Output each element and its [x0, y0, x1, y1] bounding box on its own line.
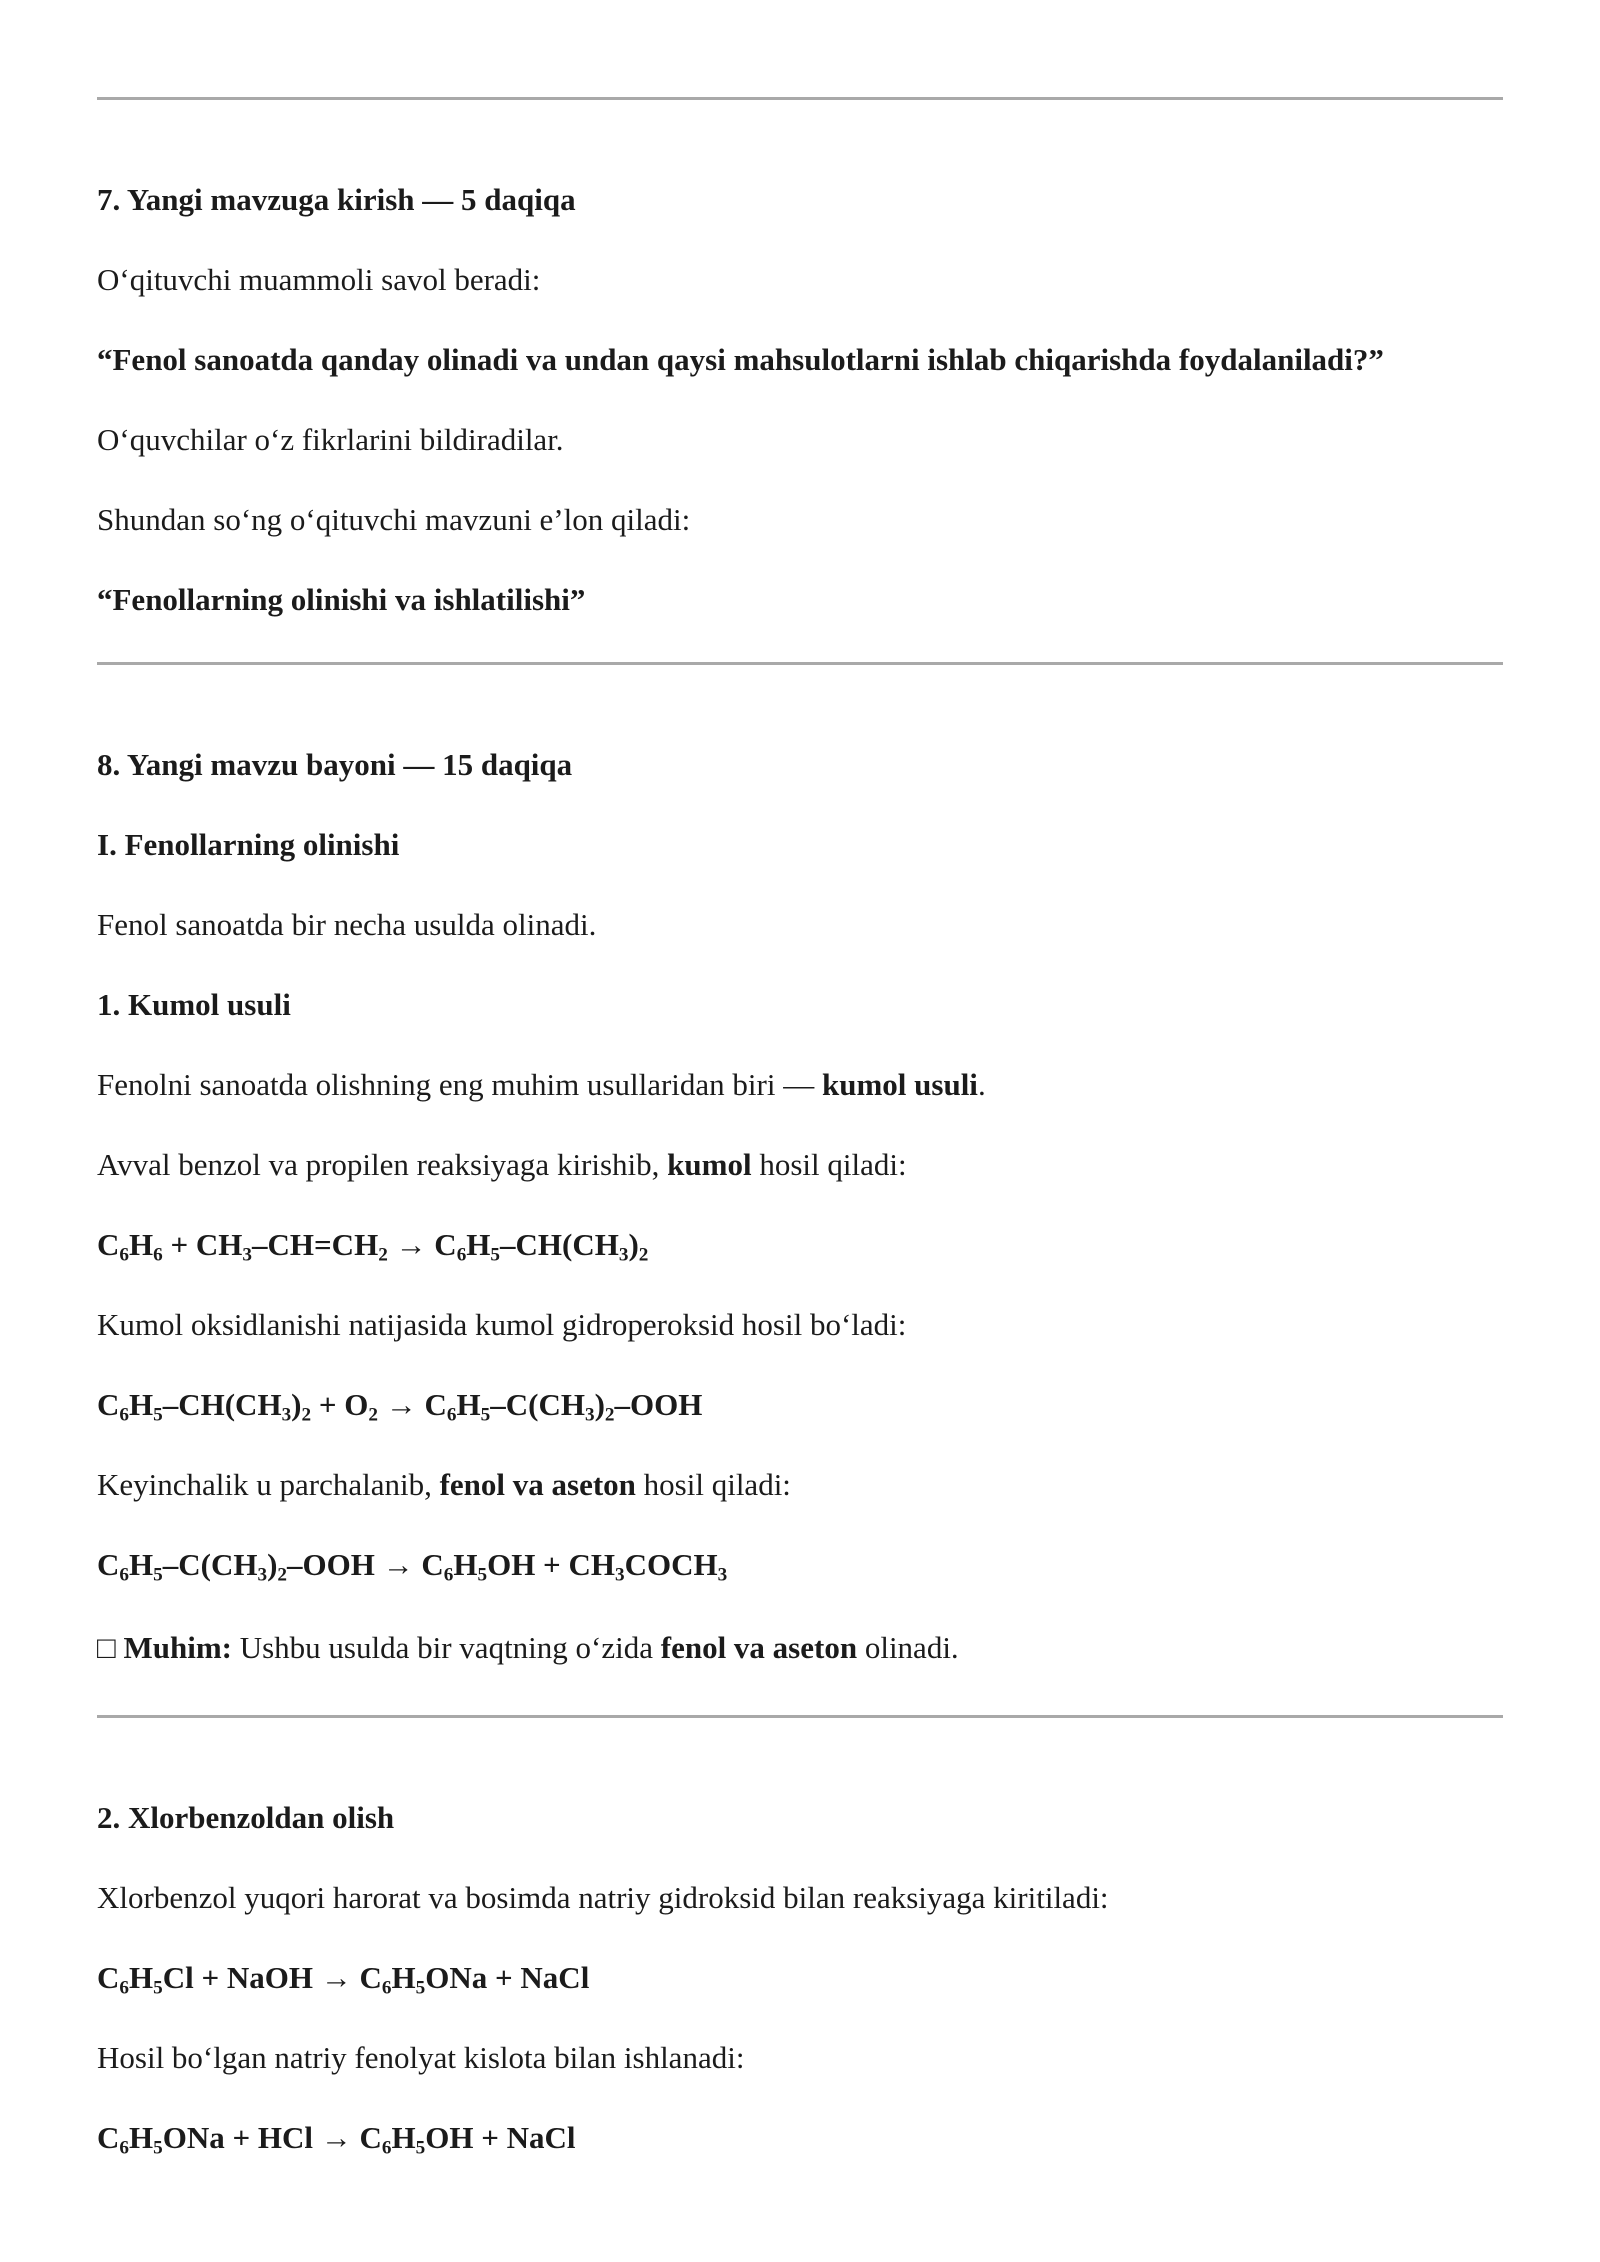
chemical-equation [97, 2118, 1503, 2158]
formula-text: C [97, 1547, 120, 1582]
formula-text: Cl + NaOH → C [162, 1960, 382, 1995]
formula-text: –OOH → C [287, 1547, 444, 1582]
paragraph: Keyinchalik u parchalanib, fenol va aseton hosil qiladi: [97, 1467, 791, 1502]
problem-question: “Fenol sanoatda qanday olinadi va undan qaysi mahsulotlarni ishlab chiqarishda foydalaniladi?” [97, 342, 1384, 377]
section-7-heading: 7. Yangi mavzuga kirish — 5 daqiqa [97, 182, 576, 217]
formula-text: H [129, 2120, 154, 2155]
formula-subscript: 6 [443, 1564, 454, 1586]
horizontal-rule [97, 1715, 1503, 1718]
formula-subscript: 3 [717, 1564, 728, 1586]
formula-text: –CH(CH [500, 1227, 619, 1262]
formula-subscript: 5 [153, 1564, 163, 1586]
horizontal-rule [97, 662, 1503, 665]
formula-text: ) [594, 1387, 605, 1422]
formula-text: H [391, 2120, 416, 2155]
formula-subscript: 6 [153, 1244, 163, 1266]
formula-text: –OOH [614, 1387, 703, 1422]
formula-subscript: 6 [446, 1404, 457, 1426]
formula-subscript: 2 [368, 1404, 378, 1426]
formula-subscript: 6 [381, 1977, 392, 1999]
chemical-equation [97, 1225, 1503, 1265]
paragraph: Shundan so‘ng o‘qituvchi mavzuni e’lon qiladi: [97, 502, 691, 537]
formula-subscript: 6 [119, 1404, 129, 1426]
chemical-equation [97, 1385, 1503, 1425]
formula-text: OH + NaCl [425, 2120, 576, 2155]
formula-text: –CH=CH [252, 1227, 379, 1262]
formula-text: + CH [162, 1227, 243, 1262]
section-8-heading: 8. Yangi mavzu bayoni — 15 daqiqa [97, 747, 573, 782]
chemical-equation [97, 1958, 1503, 1998]
formula-subscript: 3 [618, 1244, 629, 1266]
formula-subscript: 6 [456, 1244, 467, 1266]
formula-text: –C(CH [490, 1387, 585, 1422]
formula-subscript: 6 [119, 1564, 129, 1586]
formula-text: –C(CH [162, 1547, 258, 1582]
formula-subscript: 5 [477, 1564, 488, 1586]
formula-text: H [129, 1960, 154, 1995]
formula-text: COCH [624, 1547, 718, 1582]
formula-text: –CH(CH [162, 1387, 282, 1422]
paragraph: Fenol sanoatda bir necha usulda olinadi. [97, 907, 597, 942]
formula-text: + O [311, 1387, 369, 1422]
formula-subscript: 5 [153, 1977, 163, 1999]
formula-subscript: 3 [242, 1244, 253, 1266]
formula-text: C [97, 1227, 120, 1262]
formula-text: OH + CH [487, 1547, 615, 1582]
formula-text: C [97, 1960, 120, 1995]
formula-subscript: 5 [153, 2137, 163, 2159]
formula-text: H [453, 1547, 478, 1582]
formula-text: H [391, 1960, 416, 1995]
formula-text: ) [267, 1547, 278, 1582]
formula-subscript: 6 [119, 1977, 129, 1999]
formula-text: → C [378, 1387, 447, 1422]
formula-text: ONa + HCl → C [162, 2120, 382, 2155]
formula-text: H [456, 1387, 481, 1422]
formula-subscript: 3 [584, 1404, 595, 1426]
chemical-equation [97, 1545, 1503, 1585]
method-2-title: 2. Xlorbenzoldan olish [97, 1800, 395, 1835]
formula-text: C [97, 1387, 120, 1422]
formula-text: H [129, 1547, 154, 1582]
formula-text: ONa + NaCl [425, 1960, 590, 1995]
paragraph: Kumol oksidlanishi natijasida kumol gidroperoksid hosil bo‘ladi: [97, 1307, 907, 1342]
subheading: I. Fenollarning olinishi [97, 827, 400, 862]
formula-text: C [97, 2120, 120, 2155]
formula-subscript: 5 [480, 1404, 491, 1426]
formula-text: H [129, 1387, 154, 1422]
formula-subscript: 3 [614, 1564, 625, 1586]
note-icon: □ [97, 1630, 116, 1665]
formula-subscript: 3 [257, 1564, 268, 1586]
formula-text: → C [387, 1227, 457, 1262]
formula-subscript: 6 [119, 1244, 129, 1266]
formula-text: ) [628, 1227, 639, 1262]
formula-subscript: 5 [153, 1404, 163, 1426]
formula-subscript: 5 [415, 1977, 426, 1999]
paragraph: Avval benzol va propilen reaksiyaga kirishib, kumol hosil qiladi: [97, 1147, 907, 1182]
paragraph: O‘qituvchi muammoli savol beradi: [97, 262, 541, 297]
paragraph: O‘quvchilar o‘z fikrlarini bildiradilar. [97, 422, 564, 457]
formula-text: H [466, 1227, 491, 1262]
formula-subscript: 3 [281, 1404, 292, 1426]
formula-text: ) [291, 1387, 302, 1422]
paragraph: Hosil bo‘lgan natriy fenolyat kislota bilan ishlanadi: [97, 2040, 745, 2075]
formula-subscript: 2 [301, 1404, 312, 1426]
paragraph: Xlorbenzol yuqori harorat va bosimda natriy gidroksid bilan reaksiyaga kiritiladi: [97, 1880, 1109, 1915]
formula-subscript: 2 [604, 1404, 615, 1426]
formula-subscript: 2 [277, 1564, 287, 1586]
formula-subscript: 2 [638, 1244, 649, 1266]
formula-subscript: 2 [378, 1244, 388, 1266]
formula-subscript: 6 [119, 2137, 129, 2159]
paragraph: Fenolni sanoatda olishning eng muhim usullaridan biri — kumol usuli. [97, 1067, 986, 1102]
important-note: □ Muhim: Ushbu usulda bir vaqtning o‘zida fenol va aseton olinadi. [97, 1630, 959, 1665]
formula-subscript: 5 [490, 1244, 501, 1266]
formula-text: H [129, 1227, 154, 1262]
horizontal-rule [97, 97, 1503, 100]
method-1-title: 1. Kumol usuli [97, 987, 291, 1022]
formula-subscript: 6 [381, 2137, 392, 2159]
lesson-topic: “Fenollarning olinishi va ishlatilishi” [97, 582, 586, 617]
formula-subscript: 5 [415, 2137, 426, 2159]
